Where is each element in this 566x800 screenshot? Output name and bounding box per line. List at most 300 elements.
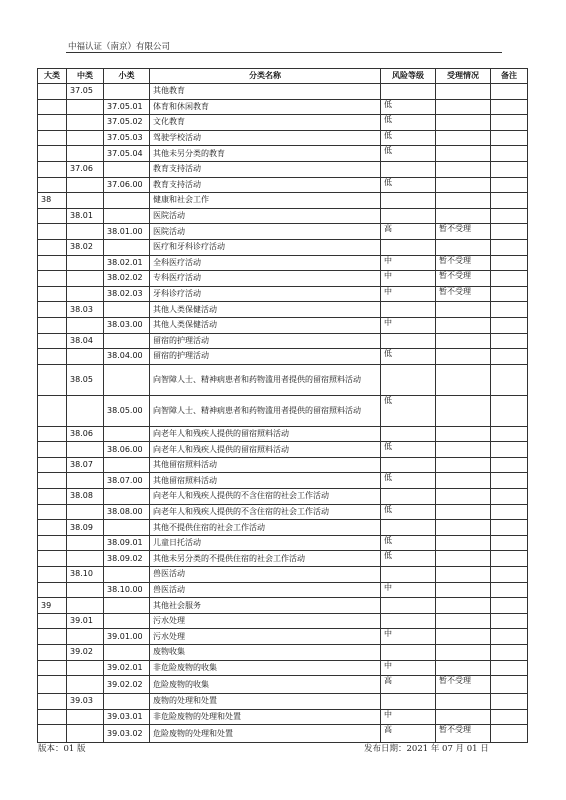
middle-code-cell: 38.05	[67, 364, 104, 395]
risk-level-cell: 高	[381, 224, 436, 240]
middle-code-cell	[67, 317, 104, 333]
table-row	[38, 239, 528, 255]
remarks-cell	[491, 286, 528, 302]
category-name-cell: 教育支持活动	[150, 177, 381, 193]
remarks-cell	[491, 395, 528, 426]
acceptance-cell	[436, 613, 491, 629]
table-row	[38, 177, 528, 193]
category-name-cell: 其他未另分类的教育	[150, 146, 381, 162]
table-row	[38, 130, 528, 146]
remarks-cell	[491, 364, 528, 395]
major-code-cell	[38, 504, 67, 520]
category-name-cell: 兽医活动	[150, 582, 381, 598]
col-header-minor: 小类	[104, 69, 150, 84]
major-code-cell	[38, 442, 67, 458]
remarks-cell	[491, 161, 528, 177]
table-row	[38, 146, 528, 162]
remarks-cell	[491, 613, 528, 629]
acceptance-cell	[436, 395, 491, 426]
minor-code-cell	[104, 161, 150, 177]
category-name-cell: 医院活动	[150, 208, 381, 224]
minor-code-cell	[104, 426, 150, 442]
risk-level-cell: 高	[381, 676, 436, 694]
col-header-category-name: 分类名称	[150, 69, 381, 84]
middle-code-cell	[67, 582, 104, 598]
middle-code-cell	[67, 598, 104, 614]
acceptance-cell	[436, 177, 491, 193]
minor-code-cell	[104, 208, 150, 224]
remarks-cell	[491, 582, 528, 598]
table-row	[38, 349, 528, 365]
risk-level-cell: 中	[381, 660, 436, 676]
risk-level-cell: 中	[381, 709, 436, 725]
middle-code-cell: 38.02	[67, 239, 104, 255]
middle-code-cell	[67, 255, 104, 271]
acceptance-cell	[436, 629, 491, 645]
major-code-cell	[38, 239, 67, 255]
minor-code-cell: 39.02.01	[104, 660, 150, 676]
table-row	[38, 99, 528, 115]
category-name-cell: 兽医活动	[150, 567, 381, 583]
major-code-cell	[38, 317, 67, 333]
major-code-cell: 38	[38, 193, 67, 209]
remarks-cell	[491, 489, 528, 505]
table-row	[38, 582, 528, 598]
minor-code-cell: 38.07.00	[104, 473, 150, 489]
major-code-cell	[38, 364, 67, 395]
major-code-cell	[38, 146, 67, 162]
risk-level-cell	[381, 84, 436, 100]
table-body	[38, 84, 528, 743]
col-header-middle: 中类	[67, 69, 104, 84]
middle-code-cell	[67, 349, 104, 365]
acceptance-cell	[436, 694, 491, 710]
table-row	[38, 333, 528, 349]
minor-code-cell: 37.06.00	[104, 177, 150, 193]
risk-level-cell: 中	[381, 317, 436, 333]
middle-code-cell: 38.03	[67, 302, 104, 318]
table-row	[38, 84, 528, 100]
remarks-cell	[491, 239, 528, 255]
major-code-cell	[38, 302, 67, 318]
remarks-cell	[491, 271, 528, 287]
category-name-cell: 其他人类保健活动	[150, 317, 381, 333]
category-name-cell: 非危险废物的收集	[150, 660, 381, 676]
table-row	[38, 224, 528, 240]
major-code-cell	[38, 709, 67, 725]
middle-code-cell: 39.01	[67, 613, 104, 629]
middle-code-cell: 39.02	[67, 645, 104, 661]
category-name-cell: 其他社会服务	[150, 598, 381, 614]
risk-level-cell: 中	[381, 271, 436, 287]
acceptance-cell: 暂不受理	[436, 286, 491, 302]
category-name-cell: 向智障人士、精神病患者和药物滥用者提供的留宿照料活动	[150, 395, 381, 426]
risk-level-cell: 中	[381, 629, 436, 645]
middle-code-cell	[67, 504, 104, 520]
risk-level-cell: 低	[381, 395, 436, 426]
major-code-cell	[38, 208, 67, 224]
middle-code-cell	[67, 725, 104, 743]
risk-level-cell: 低	[381, 473, 436, 489]
remarks-cell	[491, 208, 528, 224]
publish-date: 发布日期：2021 年 07 月 01 日	[364, 744, 489, 754]
major-code-cell	[38, 115, 67, 131]
risk-level-cell: 高	[381, 725, 436, 743]
table-row	[38, 694, 528, 710]
remarks-cell	[491, 694, 528, 710]
remarks-cell	[491, 676, 528, 694]
acceptance-cell	[436, 551, 491, 567]
minor-code-cell: 38.02.01	[104, 255, 150, 271]
major-code-cell	[38, 130, 67, 146]
acceptance-cell	[436, 115, 491, 131]
major-code-cell	[38, 84, 67, 100]
risk-level-cell	[381, 302, 436, 318]
risk-level-cell: 低	[381, 442, 436, 458]
remarks-cell	[491, 645, 528, 661]
major-code-cell	[38, 613, 67, 629]
category-name-cell: 其他人类保健活动	[150, 302, 381, 318]
remarks-cell	[491, 84, 528, 100]
acceptance-cell	[436, 84, 491, 100]
minor-code-cell: 38.02.02	[104, 271, 150, 287]
minor-code-cell: 37.05.04	[104, 146, 150, 162]
minor-code-cell	[104, 567, 150, 583]
acceptance-cell	[436, 193, 491, 209]
middle-code-cell: 38.09	[67, 520, 104, 536]
company-header: 中福认证（南京）有限公司	[68, 42, 171, 52]
acceptance-cell	[436, 364, 491, 395]
category-name-cell: 全科医疗活动	[150, 255, 381, 271]
category-name-cell: 其他不提供住宿的社会工作活动	[150, 520, 381, 536]
acceptance-cell	[436, 645, 491, 661]
table-row	[38, 317, 528, 333]
category-name-cell: 驾驶学校活动	[150, 130, 381, 146]
acceptance-cell: 暂不受理	[436, 224, 491, 240]
remarks-cell	[491, 520, 528, 536]
risk-level-cell: 低	[381, 99, 436, 115]
middle-code-cell	[67, 473, 104, 489]
acceptance-cell: 暂不受理	[436, 271, 491, 287]
middle-code-cell	[67, 660, 104, 676]
acceptance-cell	[436, 473, 491, 489]
table-row	[38, 520, 528, 536]
table-row	[38, 645, 528, 661]
middle-code-cell	[67, 224, 104, 240]
major-code-cell	[38, 567, 67, 583]
category-name-cell: 其他教育	[150, 84, 381, 100]
risk-level-cell: 中	[381, 286, 436, 302]
table-row	[38, 208, 528, 224]
middle-code-cell: 38.01	[67, 208, 104, 224]
minor-code-cell	[104, 239, 150, 255]
table-row	[38, 629, 528, 645]
minor-code-cell: 39.01.00	[104, 629, 150, 645]
risk-level-cell	[381, 598, 436, 614]
category-name-cell: 危险废物的处理和处置	[150, 725, 381, 743]
minor-code-cell: 38.06.00	[104, 442, 150, 458]
acceptance-cell	[436, 208, 491, 224]
remarks-cell	[491, 473, 528, 489]
major-code-cell	[38, 473, 67, 489]
major-code-cell	[38, 255, 67, 271]
table-row	[38, 535, 528, 551]
table-header-row	[38, 69, 528, 84]
remarks-cell	[491, 725, 528, 743]
minor-code-cell	[104, 333, 150, 349]
category-name-cell: 向老年人和残疾人提供的不含住宿的社会工作活动	[150, 504, 381, 520]
minor-code-cell: 38.02.03	[104, 286, 150, 302]
risk-level-cell	[381, 161, 436, 177]
middle-code-cell	[67, 146, 104, 162]
risk-level-cell	[381, 457, 436, 473]
table-row	[38, 302, 528, 318]
remarks-cell	[491, 551, 528, 567]
minor-code-cell	[104, 457, 150, 473]
classification-table	[37, 68, 528, 743]
risk-level-cell: 低	[381, 130, 436, 146]
table-row	[38, 286, 528, 302]
major-code-cell	[38, 426, 67, 442]
remarks-cell	[491, 255, 528, 271]
major-code-cell	[38, 161, 67, 177]
remarks-cell	[491, 629, 528, 645]
acceptance-cell	[436, 239, 491, 255]
remarks-cell	[491, 130, 528, 146]
category-name-cell: 其他留宿照料活动	[150, 457, 381, 473]
risk-level-cell: 中	[381, 582, 436, 598]
middle-code-cell: 38.06	[67, 426, 104, 442]
middle-code-cell	[67, 99, 104, 115]
major-code-cell	[38, 551, 67, 567]
acceptance-cell	[436, 317, 491, 333]
acceptance-cell: 暂不受理	[436, 725, 491, 743]
risk-level-cell	[381, 694, 436, 710]
major-code-cell	[38, 629, 67, 645]
middle-code-cell	[67, 709, 104, 725]
remarks-cell	[491, 224, 528, 240]
middle-code-cell	[67, 130, 104, 146]
table-row	[38, 725, 528, 743]
remarks-cell	[491, 302, 528, 318]
remarks-cell	[491, 317, 528, 333]
risk-level-cell	[381, 239, 436, 255]
category-name-cell: 污水处理	[150, 629, 381, 645]
category-name-cell: 医疗和牙科诊疗活动	[150, 239, 381, 255]
col-header-remarks: 备注	[491, 69, 528, 84]
table-row	[38, 676, 528, 694]
minor-code-cell	[104, 193, 150, 209]
minor-code-cell: 38.04.00	[104, 349, 150, 365]
category-name-cell: 其他未另分类的不提供住宿的社会工作活动	[150, 551, 381, 567]
table-row	[38, 709, 528, 725]
category-name-cell: 废物的处理和处置	[150, 694, 381, 710]
major-code-cell	[38, 271, 67, 287]
risk-level-cell: 低	[381, 504, 436, 520]
risk-level-cell: 低	[381, 177, 436, 193]
major-code-cell	[38, 660, 67, 676]
category-name-cell: 向智障人士、精神病患者和药物滥用者提供的留宿照料活动	[150, 364, 381, 395]
middle-code-cell	[67, 395, 104, 426]
category-name-cell: 教育支持活动	[150, 161, 381, 177]
remarks-cell	[491, 457, 528, 473]
remarks-cell	[491, 598, 528, 614]
acceptance-cell	[436, 582, 491, 598]
minor-code-cell: 38.08.00	[104, 504, 150, 520]
risk-level-cell	[381, 645, 436, 661]
acceptance-cell	[436, 535, 491, 551]
category-name-cell: 非危险废物的处理和处置	[150, 709, 381, 725]
risk-level-cell: 低	[381, 146, 436, 162]
remarks-cell	[491, 426, 528, 442]
category-name-cell: 文化教育	[150, 115, 381, 131]
table-row	[38, 426, 528, 442]
remarks-cell	[491, 333, 528, 349]
risk-level-cell: 低	[381, 551, 436, 567]
category-name-cell: 留宿的护理活动	[150, 333, 381, 349]
remarks-cell	[491, 177, 528, 193]
minor-code-cell: 38.10.00	[104, 582, 150, 598]
table-row	[38, 161, 528, 177]
middle-code-cell	[67, 535, 104, 551]
remarks-cell	[491, 660, 528, 676]
acceptance-cell	[436, 146, 491, 162]
middle-code-cell	[67, 629, 104, 645]
category-name-cell: 专科医疗活动	[150, 271, 381, 287]
acceptance-cell	[436, 161, 491, 177]
risk-level-cell	[381, 364, 436, 395]
minor-code-cell: 37.05.02	[104, 115, 150, 131]
header-divider	[66, 52, 502, 53]
major-code-cell	[38, 457, 67, 473]
middle-code-cell	[67, 676, 104, 694]
remarks-cell	[491, 193, 528, 209]
minor-code-cell	[104, 694, 150, 710]
category-name-cell: 向老年人和残疾人提供的不含住宿的社会工作活动	[150, 489, 381, 505]
category-name-cell: 废物收集	[150, 645, 381, 661]
middle-code-cell: 37.05	[67, 84, 104, 100]
acceptance-cell	[436, 99, 491, 115]
table-row	[38, 489, 528, 505]
acceptance-cell	[436, 709, 491, 725]
major-code-cell	[38, 177, 67, 193]
risk-level-cell: 低	[381, 349, 436, 365]
acceptance-cell	[436, 349, 491, 365]
remarks-cell	[491, 442, 528, 458]
risk-level-cell: 低	[381, 535, 436, 551]
category-name-cell: 污水处理	[150, 613, 381, 629]
acceptance-cell	[436, 598, 491, 614]
minor-code-cell: 39.03.01	[104, 709, 150, 725]
category-name-cell: 牙科诊疗活动	[150, 286, 381, 302]
risk-level-cell: 低	[381, 115, 436, 131]
table-row	[38, 442, 528, 458]
major-code-cell	[38, 349, 67, 365]
minor-code-cell	[104, 302, 150, 318]
col-header-acceptance: 受理情况	[436, 69, 491, 84]
middle-code-cell	[67, 551, 104, 567]
middle-code-cell: 38.04	[67, 333, 104, 349]
major-code-cell	[38, 224, 67, 240]
category-name-cell: 危险废物的收集	[150, 676, 381, 694]
remarks-cell	[491, 349, 528, 365]
category-name-cell: 医院活动	[150, 224, 381, 240]
risk-level-cell	[381, 426, 436, 442]
risk-level-cell	[381, 208, 436, 224]
acceptance-cell	[436, 333, 491, 349]
minor-code-cell	[104, 520, 150, 536]
category-name-cell: 向老年人和残疾人提供的留宿照料活动	[150, 442, 381, 458]
major-code-cell	[38, 395, 67, 426]
table-row	[38, 504, 528, 520]
category-name-cell: 健康和社会工作	[150, 193, 381, 209]
minor-code-cell: 39.02.02	[104, 676, 150, 694]
acceptance-cell	[436, 504, 491, 520]
table-row	[38, 660, 528, 676]
table-row	[38, 457, 528, 473]
minor-code-cell: 37.05.01	[104, 99, 150, 115]
risk-level-cell	[381, 489, 436, 505]
middle-code-cell: 37.06	[67, 161, 104, 177]
major-code-cell	[38, 286, 67, 302]
minor-code-cell	[104, 364, 150, 395]
col-header-risk-level: 风险等级	[381, 69, 436, 84]
remarks-cell	[491, 709, 528, 725]
table-row	[38, 567, 528, 583]
risk-level-cell	[381, 613, 436, 629]
major-code-cell	[38, 694, 67, 710]
acceptance-cell: 暂不受理	[436, 255, 491, 271]
table-row	[38, 255, 528, 271]
minor-code-cell: 38.01.00	[104, 224, 150, 240]
table-row	[38, 115, 528, 131]
middle-code-cell	[67, 177, 104, 193]
major-code-cell	[38, 645, 67, 661]
table-row	[38, 364, 528, 395]
major-code-cell	[38, 333, 67, 349]
acceptance-cell	[436, 457, 491, 473]
table-row	[38, 473, 528, 489]
acceptance-cell	[436, 302, 491, 318]
minor-code-cell: 39.03.02	[104, 725, 150, 743]
category-name-cell: 向老年人和残疾人提供的留宿照料活动	[150, 426, 381, 442]
major-code-cell	[38, 99, 67, 115]
middle-code-cell	[67, 271, 104, 287]
middle-code-cell	[67, 115, 104, 131]
middle-code-cell: 38.08	[67, 489, 104, 505]
minor-code-cell: 38.09.01	[104, 535, 150, 551]
middle-code-cell	[67, 286, 104, 302]
major-code-cell	[38, 489, 67, 505]
minor-code-cell: 38.03.00	[104, 317, 150, 333]
major-code-cell	[38, 582, 67, 598]
remarks-cell	[491, 146, 528, 162]
acceptance-cell: 暂不受理	[436, 676, 491, 694]
remarks-cell	[491, 99, 528, 115]
acceptance-cell	[436, 520, 491, 536]
acceptance-cell	[436, 130, 491, 146]
remarks-cell	[491, 115, 528, 131]
middle-code-cell	[67, 193, 104, 209]
risk-level-cell	[381, 193, 436, 209]
category-name-cell: 其他留宿照料活动	[150, 473, 381, 489]
risk-level-cell	[381, 567, 436, 583]
category-name-cell: 留宿的护理活动	[150, 349, 381, 365]
col-header-major: 大类	[38, 69, 67, 84]
minor-code-cell	[104, 645, 150, 661]
table-row	[38, 613, 528, 629]
minor-code-cell	[104, 598, 150, 614]
